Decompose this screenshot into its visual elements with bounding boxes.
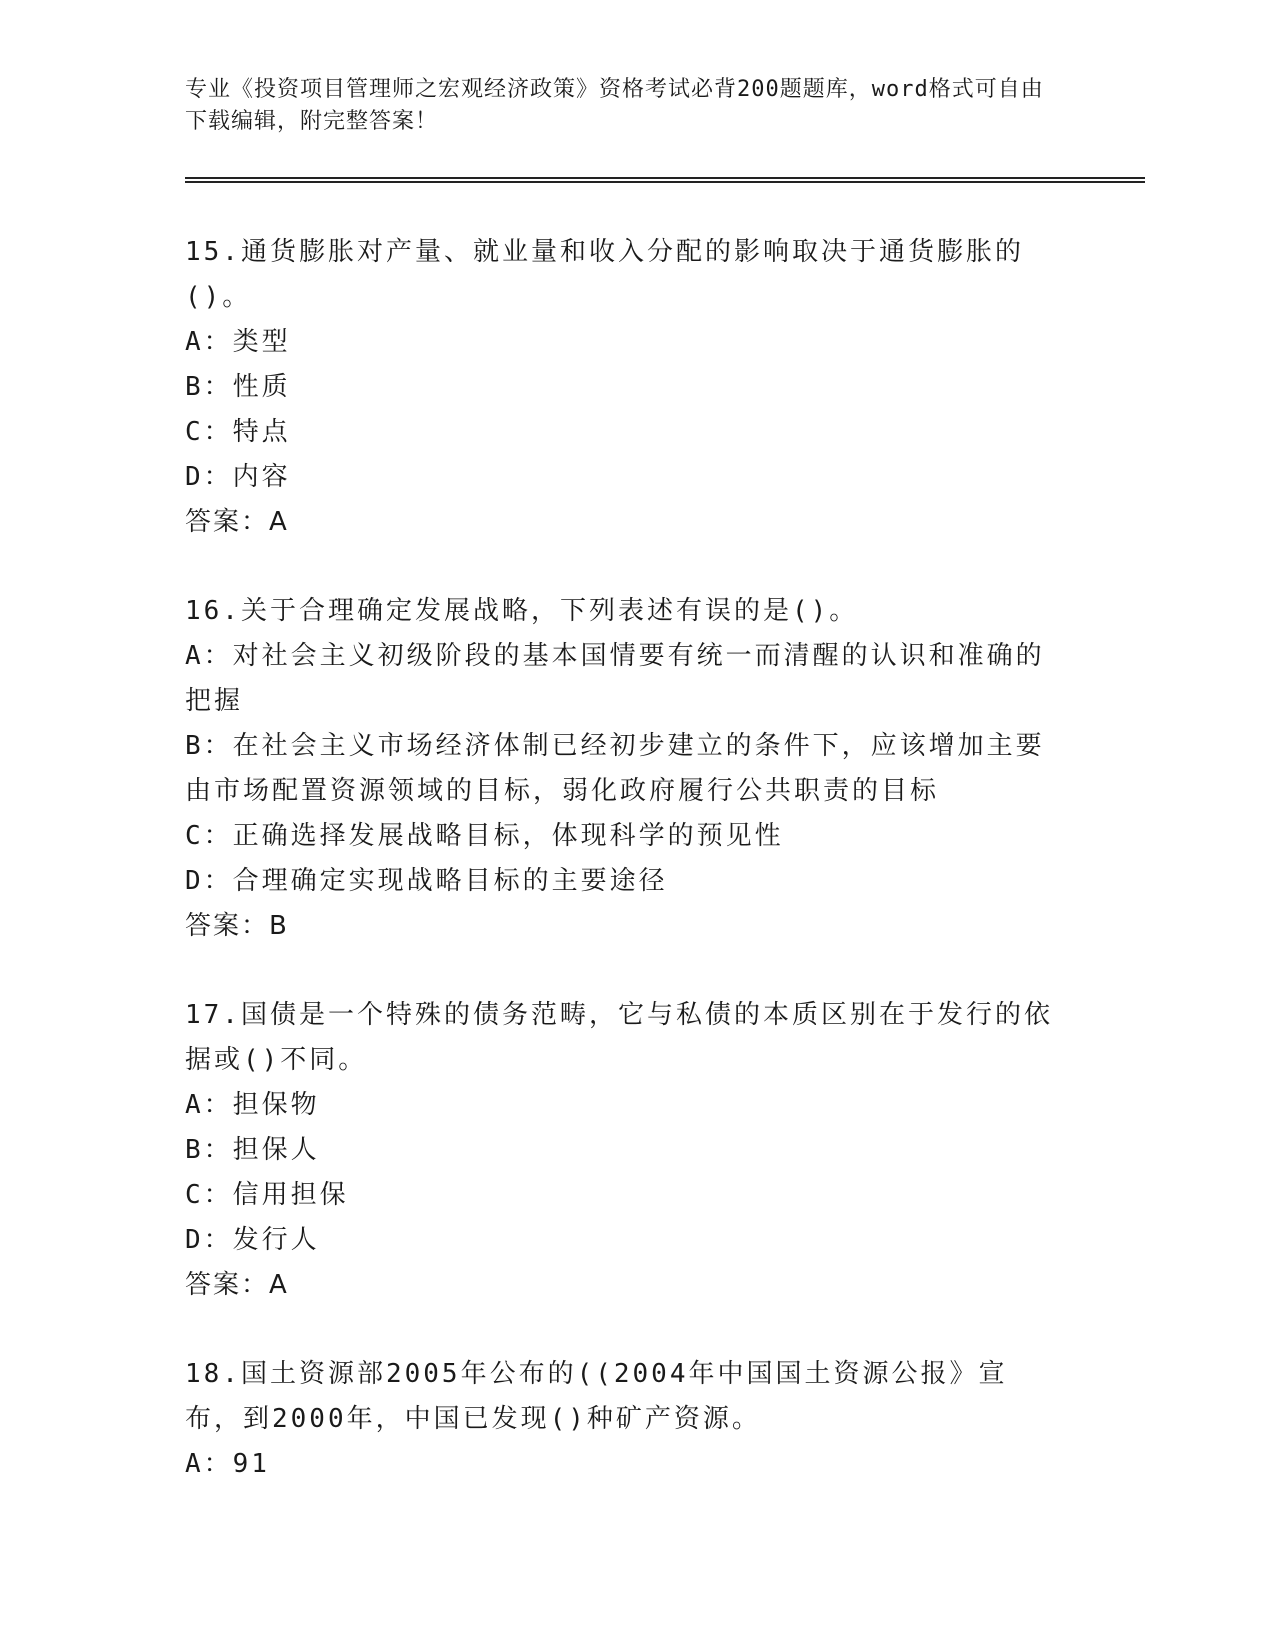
question-17 [185, 993, 1065, 1308]
option-b: B：性质 [185, 372, 291, 402]
option-a: A：91 [185, 1449, 270, 1479]
option-a: A：担保物 [185, 1090, 320, 1120]
question-15 [185, 230, 1065, 545]
document-header: 专业《投资项目管理师之宏观经济政策》资格考试必背200题题库，word格式可自由下载编辑，附完整答案！ [185, 77, 1044, 134]
answer-line: 答案：B [185, 911, 289, 941]
option-b: B：在社会主义市场经济体制已经初步建立的条件下，应该增加主要由市场配置资源领域的目标，弱化政府履行公共职责的目标 [185, 731, 1045, 806]
question-stem: 17.国债是一个特殊的债务范畴，它与私债的本质区别在于发行的依据或()不同。 [185, 1000, 1053, 1075]
option-d: D：内容 [185, 462, 291, 492]
option-c: C：信用担保 [185, 1180, 349, 1210]
question-18 [185, 1352, 1065, 1487]
option-c: C：正确选择发展战略目标，体现科学的预见性 [185, 821, 784, 851]
option-d: D：合理确定实现战略目标的主要途径 [185, 866, 668, 896]
option-a: A：对社会主义初级阶段的基本国情要有统一而清醒的认识和准确的把握 [185, 641, 1045, 716]
question-16 [185, 589, 1065, 949]
question-stem: 15.通货膨胀对产量、就业量和收入分配的影响取决于通货膨胀的()。 [185, 237, 1024, 312]
answer-line: 答案：A [185, 507, 289, 537]
header-divider-bottom [185, 181, 1145, 183]
question-stem: 16.关于合理确定发展战略，下列表述有误的是()。 [185, 596, 859, 626]
answer-line: 答案：A [185, 1270, 289, 1300]
option-c: C：特点 [185, 417, 291, 447]
question-stem: 18.国土资源部2005年公布的((2004年中国国土资源公报》宣布，到2000年，中国已发现()种矿产资源。 [185, 1359, 1008, 1434]
option-b: B：担保人 [185, 1135, 320, 1165]
question-list [185, 230, 1065, 1531]
option-d: D：发行人 [185, 1225, 320, 1255]
option-a: A：类型 [185, 327, 291, 357]
header-divider-top [185, 177, 1145, 179]
